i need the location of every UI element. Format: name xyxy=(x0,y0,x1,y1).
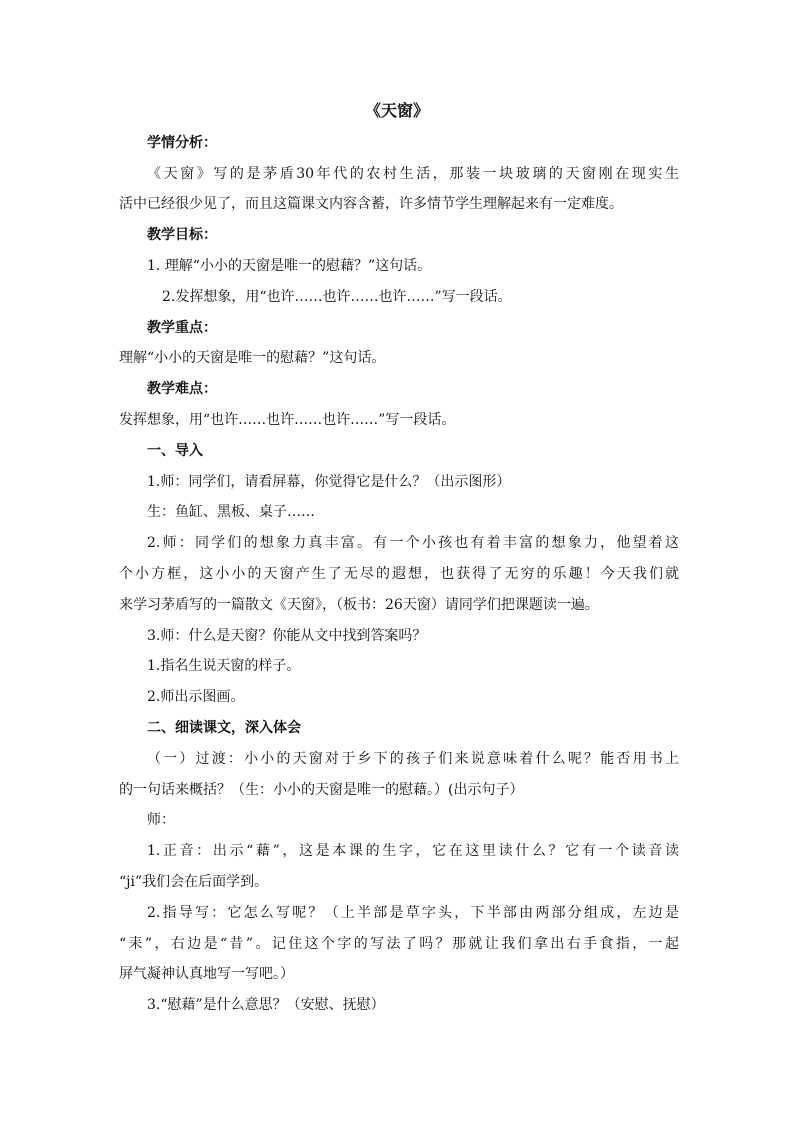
document-title: 《天窗》 xyxy=(364,101,429,120)
heading-difficulties: 教学难点： xyxy=(147,381,217,397)
paragraph-line: 发挥想象，用“也许……也许……也许……”写一段话。 xyxy=(119,412,456,428)
paragraph-line: 2.指导写：它怎么写呢？（上半部是草字头，下半部由两部分组成，左边是 xyxy=(147,905,679,921)
paragraph-line: 理解“小小的天窗是唯一的慰藉？”这句话。 xyxy=(119,350,386,366)
heading-key-points: 教学重点： xyxy=(147,320,217,336)
list-item: 2.发挥想象，用“也许……也许……也许……”写一段话。 xyxy=(162,289,512,305)
heading-introduction: 一、导入 xyxy=(147,443,203,459)
heading-learning-analysis: 学情分析： xyxy=(147,135,217,151)
paragraph-line: 来学习茅盾写的一篇散文《天窗》，（板书：26天窗）请同学们把课题读一遍。 xyxy=(119,597,599,613)
paragraph-line: 师： xyxy=(147,812,175,828)
heading-teaching-goals: 教学目标： xyxy=(147,227,217,243)
paragraph-line: 生：鱼缸、黑板、桌子…… xyxy=(147,504,315,520)
paragraph-line: 1.正音：出示“藉”，这是本课的生字，它在这里读什么？它有一个读音读 xyxy=(147,843,679,859)
list-item: 1. 理解“小小的天窗是唯一的慰藉？”这句话。 xyxy=(147,258,432,274)
paragraph-line: 屏气凝神认真地写一写吧。） xyxy=(119,966,294,982)
paragraph-line: 《天窗》写的是茅盾30年代的农村生活，那装一块玻璃的天窗刚在现实生 xyxy=(147,166,679,182)
paragraph-line: 的一句话来概括？（生：小小的天窗是唯一的慰藉。）(出示句子） xyxy=(119,782,524,798)
heading-close-reading: 二、细读课文，深入体会 xyxy=(147,720,301,736)
list-item: 2.师出示图画。 xyxy=(147,689,245,705)
paragraph-line: 3.师：什么是天窗？你能从文中找到答案吗？ xyxy=(147,628,427,644)
paragraph-line: 活中已经很少见了，而且这篇课文内容含蓄，许多情节学生理解起来有一定难度。 xyxy=(119,196,623,212)
paragraph-line: 3.“慰藉”是什么意思？（安慰、抚慰） xyxy=(147,997,385,1013)
paragraph-line: （一）过渡：小小的天窗对于乡下的孩子们来说意味着什么呢？能否用书上 xyxy=(147,751,679,767)
paragraph-line: 2.师：同学们的想象力真丰富。有一个小孩也有着丰富的想象力，他望着这 xyxy=(147,535,679,551)
list-item: 1.指名生说天窗的样子。 xyxy=(147,658,301,674)
paragraph-line: “耒”，右边是“昔”。记住这个字的写法了吗？那就让我们拿出右手食指，一起 xyxy=(119,936,679,952)
paragraph-line: “ji”我们会在后面学到。 xyxy=(119,874,269,890)
paragraph-line: 1.师：同学们，请看屏幕，你觉得它是什么？（出示图形） xyxy=(147,474,511,490)
paragraph-line: 个小方框，这小小的天窗产生了无尽的遐想，也获得了无穷的乐趣！今天我们就 xyxy=(119,566,679,582)
